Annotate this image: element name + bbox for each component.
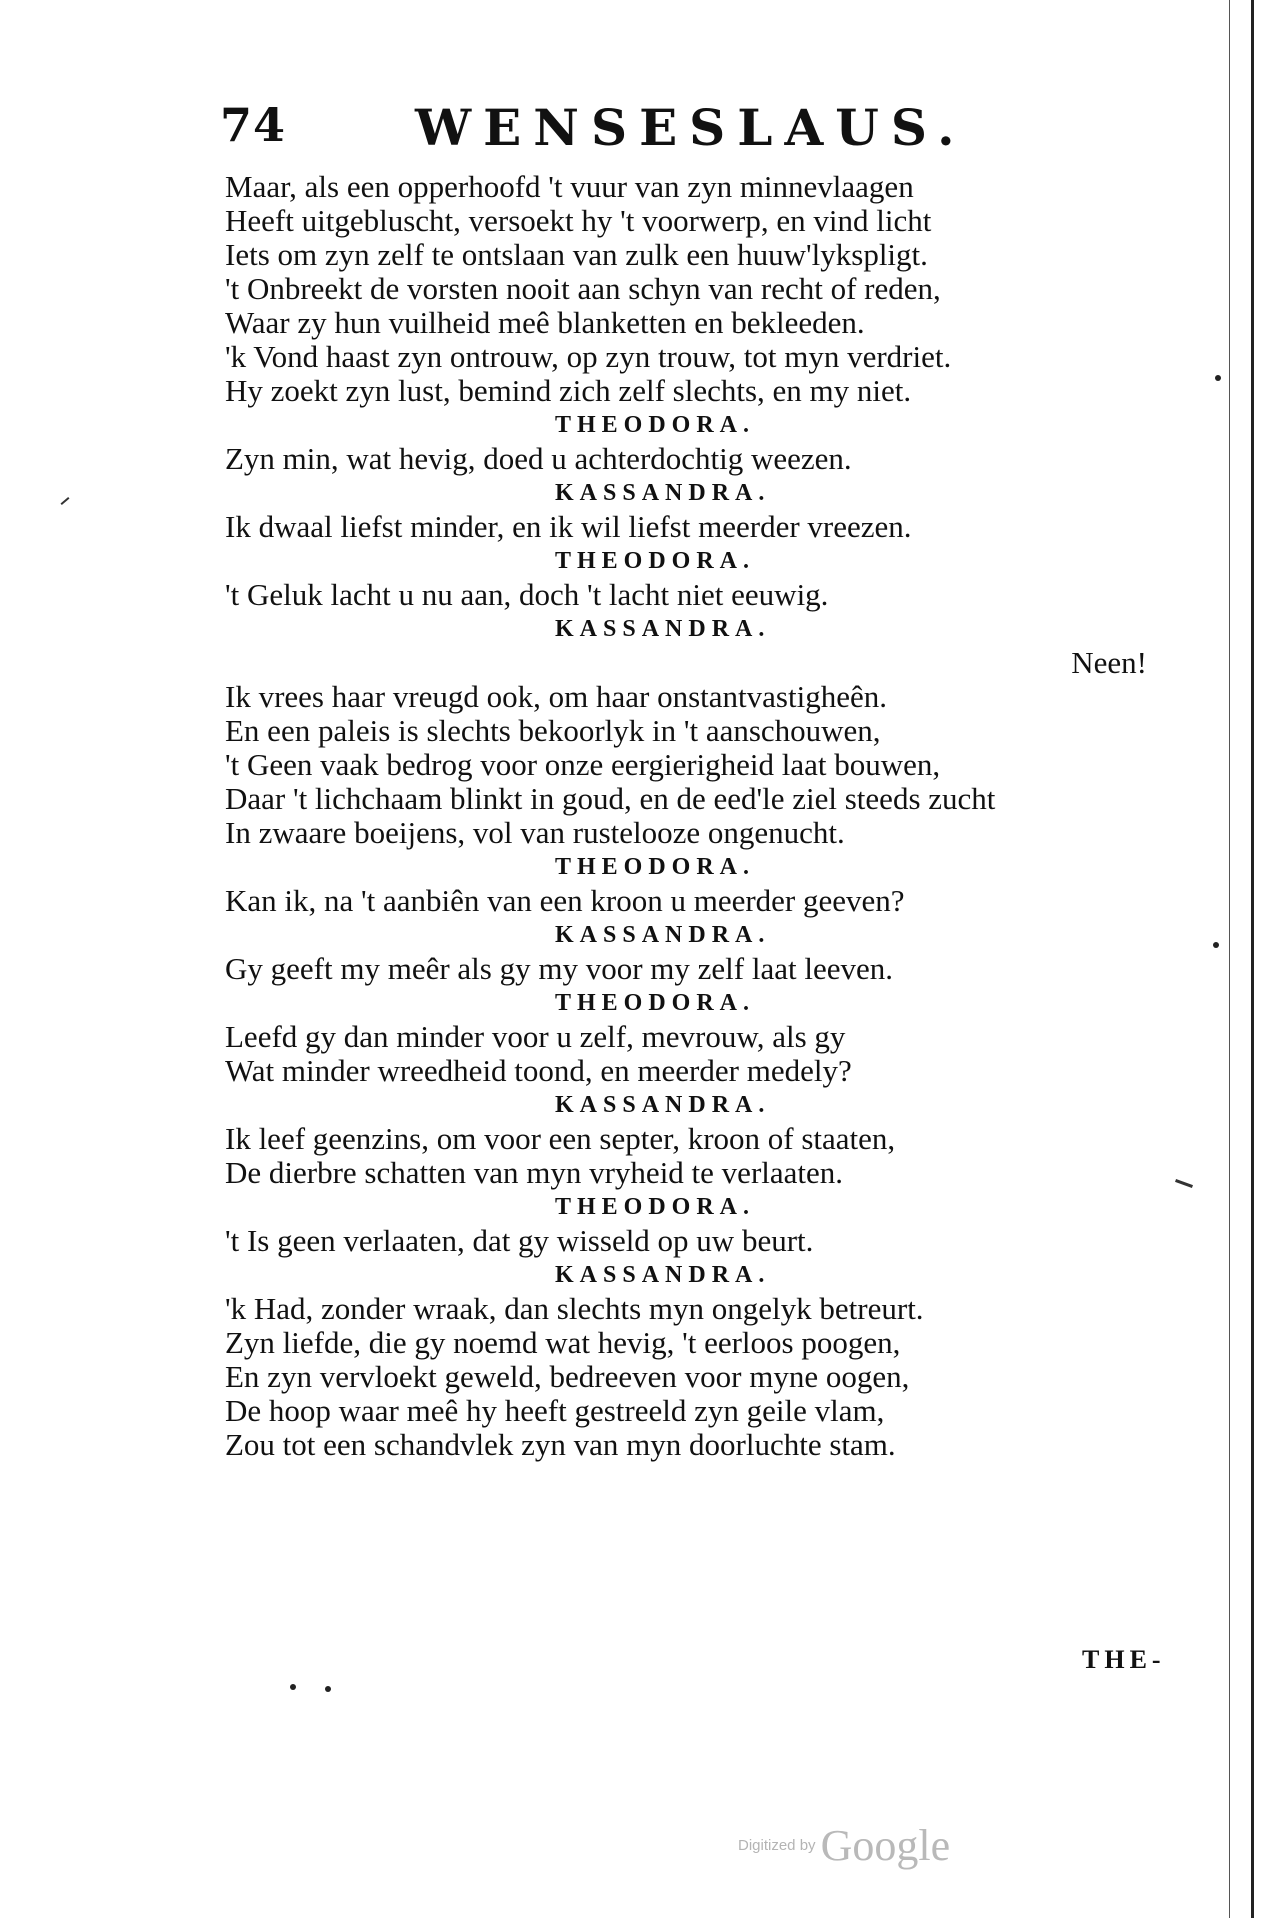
verse-line: 't Onbreekt de vorsten nooit aan schyn van recht of reden, <box>225 271 941 306</box>
ink-mark <box>1175 1179 1193 1188</box>
verse-line: Gy geeft my meêr als gy my voor my zelf laat leeven. <box>225 951 893 986</box>
verse-line: Ik vrees haar vreugd ook, om haar onstantvastigheên. <box>225 679 887 714</box>
speaker-name: THEODORA. <box>555 1194 756 1220</box>
speaker-name: KASSANDRA. <box>555 1262 771 1288</box>
verse-line: Kan ik, na 't aanbiên van een kroon u meerder geeven? <box>225 883 905 918</box>
verse-line: De hoop waar meê hy heeft gestreeld zyn geile vlam, <box>225 1393 885 1428</box>
page-edge-line <box>1251 0 1254 1918</box>
verse-line: Heeft uitgebluscht, versoekt hy 't voorwerp, en vind licht <box>225 203 932 238</box>
verse-line: En een paleis is slechts bekoorlyk in 't aanschouwen, <box>225 713 881 748</box>
speaker-name: THEODORA. <box>555 412 756 438</box>
ink-speck <box>1215 375 1221 381</box>
page-number: 74 <box>220 98 287 152</box>
verse-line: Leefd gy dan minder voor u zelf, mevrouw, als gy <box>225 1019 846 1054</box>
verse-line: Hy zoekt zyn lust, bemind zich zelf slechts, en my niet. <box>225 373 912 408</box>
verse-line: Ik leef geenzins, om voor een septer, kroon of staaten, <box>225 1121 896 1156</box>
verse-line: Zyn liefde, die gy noemd wat hevig, 't eerloos poogen, <box>225 1325 901 1360</box>
verse-line: Zyn min, wat hevig, doed u achterdochtig weezen. <box>225 441 852 476</box>
running-title: WENSESLAUS. <box>415 98 967 157</box>
verse-line: 'k Vond haast zyn ontrouw, op zyn trouw, tot myn verdriet. <box>225 339 952 374</box>
verse-line: 'k Had, zonder wraak, dan slechts myn ongelyk betreurt. <box>225 1291 924 1326</box>
verse-line: In zwaare boeijens, vol van rustelooze ongenucht. <box>225 815 845 850</box>
verse-line: 't Is geen verlaaten, dat gy wisseld op uw beurt. <box>225 1223 814 1258</box>
speaker-name: KASSANDRA. <box>555 480 771 506</box>
speaker-name: THEODORA. <box>555 990 756 1016</box>
speaker-name: THEODORA. <box>555 548 756 574</box>
verse-line: 't Geluk lacht u nu aan, doch 't lacht niet eeuwig. <box>225 577 829 612</box>
verse-line: 't Geen vaak bedrog voor onze eergierigheid laat bouwen, <box>225 747 941 782</box>
verse-line: Daar 't lichchaam blinkt in goud, en de eed'le ziel steeds zucht <box>225 781 996 816</box>
verse-line: De dierbre schatten van myn vryheid te verlaaten. <box>225 1155 844 1190</box>
page-header <box>220 98 967 158</box>
verse-line: Neen! <box>1071 645 1147 680</box>
play-text <box>225 170 1165 1462</box>
verse-line: Ik dwaal liefst minder, en ik wil liefst meerder vreezen. <box>225 509 912 544</box>
verse-line: Iets om zyn zelf te ontslaan van zulk een huuw'lykspligt. <box>225 237 928 272</box>
ink-mark <box>61 497 70 505</box>
ink-speck <box>290 1684 296 1690</box>
speaker-name: THEODORA. <box>555 854 756 880</box>
watermark-logo-text: Google <box>820 1821 951 1870</box>
speaker-name: KASSANDRA. <box>555 922 771 948</box>
verse-line: Maar, als een opperhoofd 't vuur van zyn minnevlaagen <box>225 169 914 204</box>
verse-line: Waar zy hun vuilheid meê blanketten en bekleeden. <box>225 305 865 340</box>
watermark-prefix: Digitized by <box>738 1837 816 1854</box>
verse-line: En zyn vervloekt geweld, bedreeven voor myne oogen, <box>225 1359 910 1394</box>
ink-speck <box>1213 942 1219 948</box>
catchword: THE- <box>1082 1645 1166 1674</box>
digitization-watermark <box>738 1820 950 1871</box>
verse-line: Wat minder wreedheid toond, en meerder medely? <box>225 1053 852 1088</box>
speaker-name: KASSANDRA. <box>555 1092 771 1118</box>
verse-line: Zou tot een schandvlek zyn van myn doorluchte stam. <box>225 1427 896 1462</box>
gutter-shadow <box>1229 0 1230 1918</box>
speaker-name: KASSANDRA. <box>555 616 771 642</box>
ink-speck <box>325 1686 331 1692</box>
